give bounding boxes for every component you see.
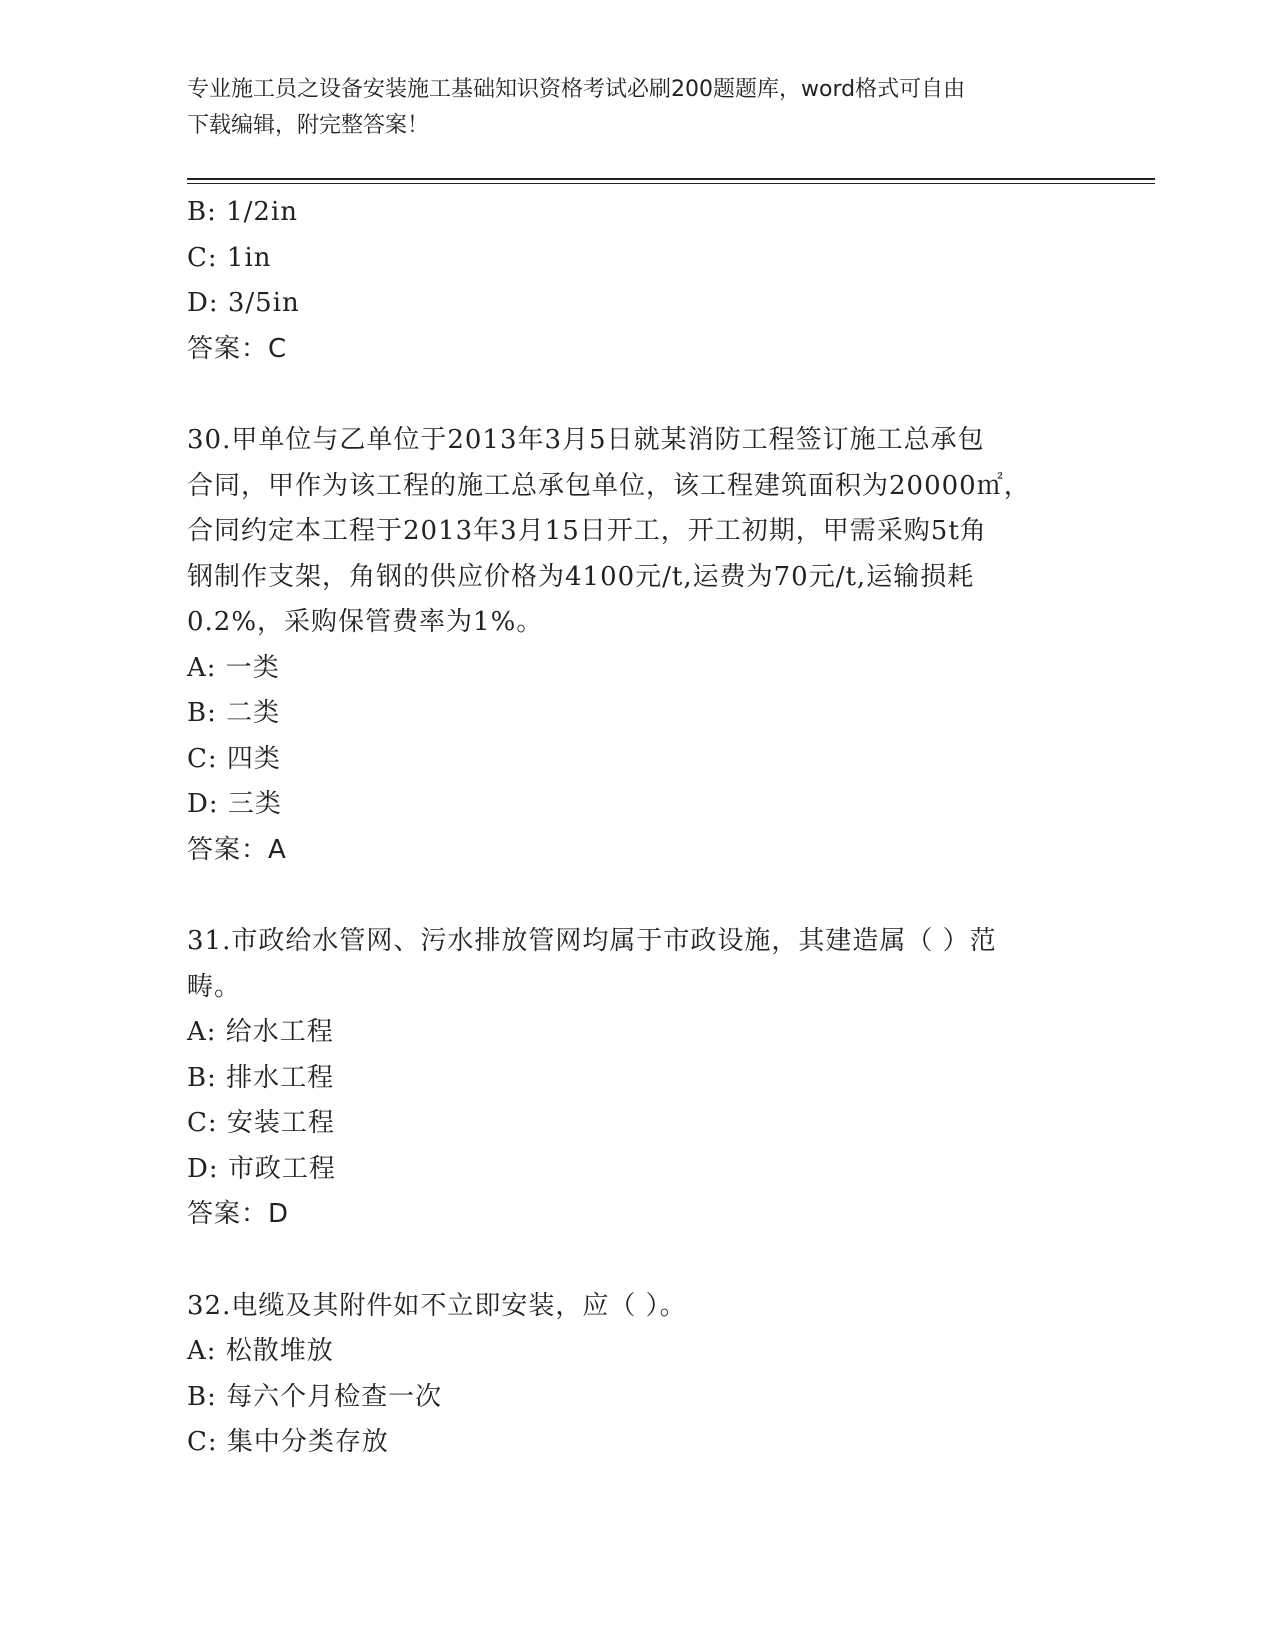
question-29 bbox=[187, 190, 1067, 372]
document-header bbox=[187, 72, 1067, 144]
option-d: D: 三类 bbox=[187, 789, 282, 819]
option-b: B: 排水工程 bbox=[187, 1062, 335, 1093]
question-stem-line: 畴。 bbox=[187, 971, 242, 1002]
option-a: A: 给水工程 bbox=[187, 1017, 334, 1047]
header-divider-thin bbox=[187, 183, 1155, 184]
question-stem-line: 32.电缆及其附件如不立即安装，应（ ）。 bbox=[187, 1290, 687, 1321]
question-stem-line: 30.甲单位与乙单位于2013年3月5日就某消防工程签订施工总承包 bbox=[187, 425, 985, 455]
answer: 答案：C bbox=[187, 333, 288, 364]
option-b: B: 1/2in bbox=[187, 197, 299, 227]
option-c: C: 安装工程 bbox=[187, 1108, 335, 1138]
spacer bbox=[187, 372, 1067, 418]
question-stem-line: 0.2%，采购保管费率为1%。 bbox=[187, 607, 544, 637]
question-stem-line: 合同约定本工程于2013年3月15日开工，开工初期，甲需采购5t角 bbox=[187, 516, 987, 546]
option-c: C: 集中分类存放 bbox=[187, 1427, 389, 1457]
spacer bbox=[187, 1238, 1067, 1284]
option-d: D: 3/5in bbox=[187, 288, 300, 318]
option-c: C: 四类 bbox=[187, 743, 281, 774]
answer: 答案：D bbox=[187, 1199, 290, 1229]
question-stem-line: 钢制作支架，角钢的供应价格为4100元/t,运费为70元/t,运输损耗 bbox=[187, 561, 975, 592]
option-d: D: 市政工程 bbox=[187, 1153, 336, 1184]
option-a: A: 一类 bbox=[187, 652, 280, 683]
spacer bbox=[187, 873, 1067, 919]
question-31 bbox=[187, 919, 1067, 1238]
option-a: A: 松散堆放 bbox=[187, 1336, 334, 1366]
document-body bbox=[187, 190, 1067, 1466]
question-32 bbox=[187, 1284, 1067, 1466]
header-line-1: 专业施工员之设备安装施工基础知识资格考试必刷200题题库，word格式可自由 bbox=[187, 77, 966, 102]
option-b: B: 二类 bbox=[187, 698, 281, 728]
header-line-2: 下载编辑，附完整答案！ bbox=[187, 113, 430, 138]
answer: 答案：A bbox=[187, 834, 287, 865]
option-c: C: 1in bbox=[187, 242, 272, 273]
question-stem-line: 合同，甲作为该工程的施工总承包单位，该工程建筑面积为20000㎡， bbox=[187, 470, 1031, 501]
question-30 bbox=[187, 418, 1067, 873]
option-b: B: 每六个月检查一次 bbox=[187, 1381, 443, 1412]
question-stem-line: 31.市政给水管网、污水排放管网均属于市政设施，其建造属（ ）范 bbox=[187, 926, 997, 956]
header-divider-thick bbox=[187, 178, 1155, 180]
